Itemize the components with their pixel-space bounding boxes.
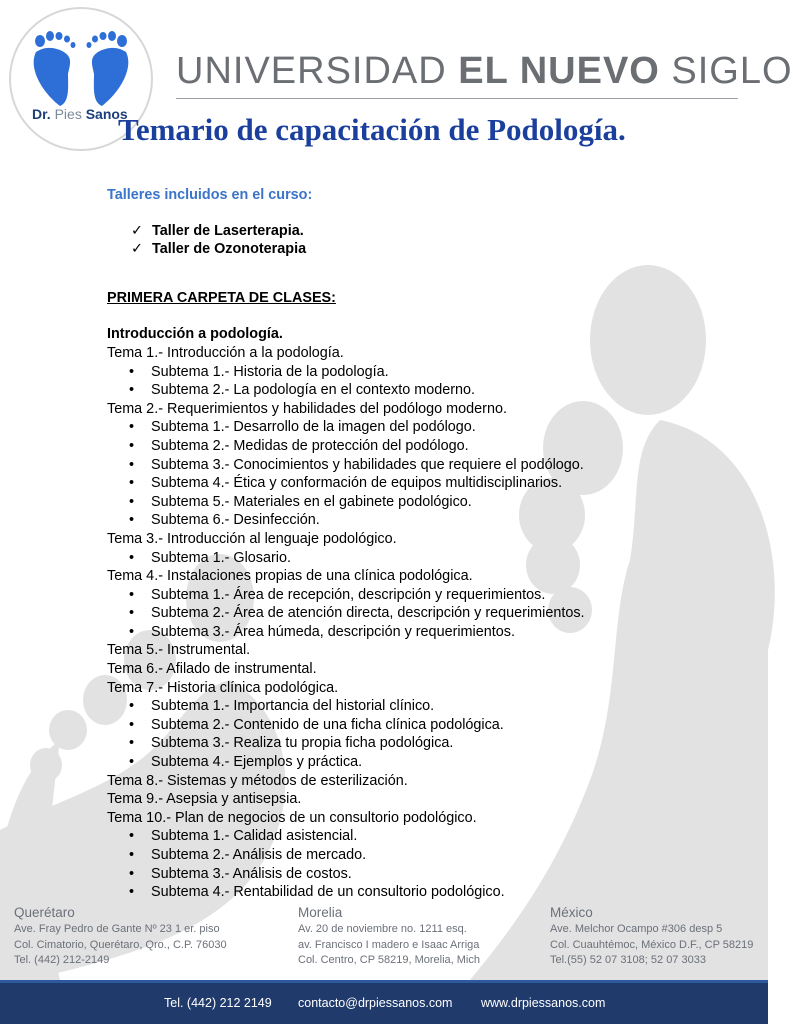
office-mexico	[550, 904, 753, 969]
office-city: México	[550, 905, 593, 920]
subtema-label: Subtema 1.- Historia de la podología.	[151, 363, 389, 380]
section-heading: PRIMERA CARPETA DE CLASES:	[107, 289, 336, 306]
subtema-label: Subtema 1.- Importancia del historial clínico.	[151, 698, 435, 715]
subtema-label: Subtema 3.- Conocimientos y habilidades que requiere el podólogo.	[151, 456, 584, 473]
subtema-item	[129, 827, 727, 846]
tema-title: Tema 7.- Historia clínica podológica.	[107, 679, 339, 696]
footer-bar	[0, 980, 768, 1024]
bullet-icon: •	[129, 437, 135, 454]
bullet-icon: •	[129, 735, 135, 752]
bullet-icon: •	[129, 828, 135, 845]
office-line: Ave. Melchor Ocampo #306 desp 5	[550, 923, 723, 935]
bullet-icon: •	[129, 512, 135, 529]
office-line: Ave. Fray Pedro de Gante Nº 23 1 er. piso	[14, 923, 220, 935]
temas-list	[107, 344, 727, 902]
footer-offices	[0, 904, 768, 978]
talleres-list	[107, 222, 727, 259]
subtema-list	[107, 697, 727, 771]
taller-item	[131, 240, 727, 259]
subtema-item	[129, 381, 727, 400]
university-name: UNIVERSIDAD EL NUEVO SIGLO	[176, 50, 793, 92]
subtema-label: Subtema 1.- Área de recepción, descripción y requerimientos.	[151, 586, 546, 603]
document-title: Temario de capacitación de Podología.	[118, 112, 626, 147]
subtema-item	[129, 586, 727, 605]
subtema-item	[129, 456, 727, 475]
bullet-icon: •	[129, 847, 135, 863]
office-line: Col. Centro, CP 58219, Morelia, Mich	[298, 954, 480, 966]
subtema-label: Subtema 4.- Ética y conformación de equipos multidisciplinarios.	[151, 475, 563, 492]
document-body	[107, 186, 727, 902]
bullet-icon: •	[129, 475, 135, 492]
subtema-list	[107, 827, 727, 901]
subtema-item	[129, 697, 727, 716]
footer-email[interactable]: contacto@drpiessanos.com	[298, 996, 453, 1010]
taller-label: Taller de Laserterapia.	[152, 222, 304, 239]
subtema-item	[129, 474, 727, 493]
office-queretaro	[14, 904, 227, 969]
check-icon: ✓	[131, 241, 144, 258]
subtema-label: Subtema 3.- Área húmeda, descripción y requerimientos.	[151, 623, 515, 640]
subtema-label: Subtema 1.- Glosario.	[151, 549, 291, 566]
check-icon: ✓	[131, 222, 144, 239]
tema-title: Tema 3.- Introducción al lenguaje podológico.	[107, 530, 397, 547]
subtema-label: Subtema 3.- Realiza tu propia ficha podológica.	[151, 735, 454, 752]
subtema-item	[129, 623, 727, 642]
subtema-label: Subtema 1.- Calidad asistencial.	[151, 828, 358, 845]
tema-title: Tema 6.- Afilado de instrumental.	[107, 661, 317, 678]
tema-title: Tema 9.- Asepsia y antisepsia.	[107, 791, 302, 808]
subtema-item	[129, 363, 727, 382]
bullet-icon: •	[129, 623, 135, 640]
subtema-item	[129, 437, 727, 456]
taller-item	[131, 222, 727, 241]
bullet-icon: •	[129, 605, 135, 622]
talleres-heading: Talleres incluidos en el curso:	[107, 187, 313, 203]
subtema-label: Subtema 2.- Contenido de una ficha clínica podológica.	[151, 716, 504, 733]
subtema-item	[129, 865, 727, 884]
bullet-icon: •	[129, 884, 135, 901]
office-line: Tel. (442) 212-2149	[14, 954, 110, 966]
subtema-label: Subtema 2.- Área de atención directa, descripción y requerimientos.	[151, 605, 585, 622]
subtema-list	[107, 549, 727, 568]
tema-title: Tema 10.- Plan de negocios de un consultorio podológico.	[107, 809, 477, 826]
bullet-icon: •	[129, 456, 135, 473]
subtema-label: Subtema 6.- Desinfección.	[151, 512, 320, 529]
office-line: Col. Cimatorio, Querétaro, Qro., C.P. 76030	[14, 938, 227, 951]
bullet-icon: •	[129, 363, 135, 380]
header-divider	[176, 98, 738, 99]
bullet-icon: •	[129, 419, 135, 436]
bullet-icon: •	[129, 382, 135, 399]
subtema-item	[129, 883, 727, 902]
bullet-icon: •	[129, 865, 135, 882]
subtema-item	[129, 549, 727, 568]
tema-title: Tema 4.- Instalaciones propias de una clínica podológica.	[107, 568, 473, 585]
bullet-icon: •	[129, 586, 135, 603]
office-line: Tel.(55) 52 07 3108; 52 07 3033	[550, 954, 706, 966]
subtema-list	[107, 586, 727, 642]
subtema-list	[107, 418, 727, 530]
office-line: Col. Cuauhtémoc, México D.F., CP 58219	[550, 938, 754, 951]
tema-title: Tema 5.- Instrumental.	[107, 642, 251, 659]
subtema-item	[129, 716, 727, 735]
subtema-label: Subtema 2.- La podología en el contexto moderno.	[151, 382, 476, 399]
office-morelia	[298, 904, 480, 969]
tema-title: Tema 8.- Sistemas y métodos de esterilización.	[107, 772, 408, 789]
subtema-label: Subtema 5.- Materiales en el gabinete podológico.	[151, 493, 472, 510]
subtema-label: Subtema 3.- Análisis de costos.	[151, 865, 352, 882]
subtema-item	[129, 604, 727, 623]
subtema-item	[129, 846, 727, 865]
subtema-item	[129, 734, 727, 753]
subtema-label: Subtema 4.- Ejemplos y práctica.	[151, 754, 363, 771]
subtema-item	[129, 418, 727, 437]
bullet-icon: •	[129, 493, 135, 510]
bullet-icon: •	[129, 549, 135, 566]
subtema-list	[107, 363, 727, 400]
bullet-icon: •	[129, 754, 135, 771]
footer-website[interactable]: www.drpiessanos.com	[481, 996, 606, 1010]
subtema-label: Subtema 1.- Desarrollo de la imagen del podólogo.	[151, 419, 476, 436]
office-city: Morelia	[298, 905, 343, 920]
subtema-label: Subtema 2.- Análisis de mercado.	[151, 847, 367, 863]
tema-title: Tema 1.- Introducción a la podología.	[107, 344, 344, 361]
subtema-item	[129, 511, 727, 530]
office-line: av. Francisco I madero e Isaac Arriga	[298, 938, 480, 951]
tema-title: Tema 2.- Requerimientos y habilidades del podólogo moderno.	[107, 400, 507, 417]
subtema-item	[129, 493, 727, 512]
bullet-icon: •	[129, 716, 135, 733]
intro-heading: Introducción a podología.	[107, 326, 283, 343]
subtema-label: Subtema 2.- Medidas de protección del podólogo.	[151, 437, 469, 454]
footer-phone: Tel. (442) 212 2149	[164, 996, 272, 1010]
subtema-item	[129, 753, 727, 772]
logo-text: Dr. Pies Sanos	[32, 106, 128, 122]
bullet-icon: •	[129, 698, 135, 715]
taller-label: Taller de Ozonoterapia	[152, 241, 307, 258]
office-city: Querétaro	[14, 905, 75, 920]
subtema-label: Subtema 4.- Rentabilidad de un consultorio podológico.	[151, 884, 505, 901]
office-line: Av. 20 de noviembre no. 1211 esq.	[298, 923, 467, 935]
